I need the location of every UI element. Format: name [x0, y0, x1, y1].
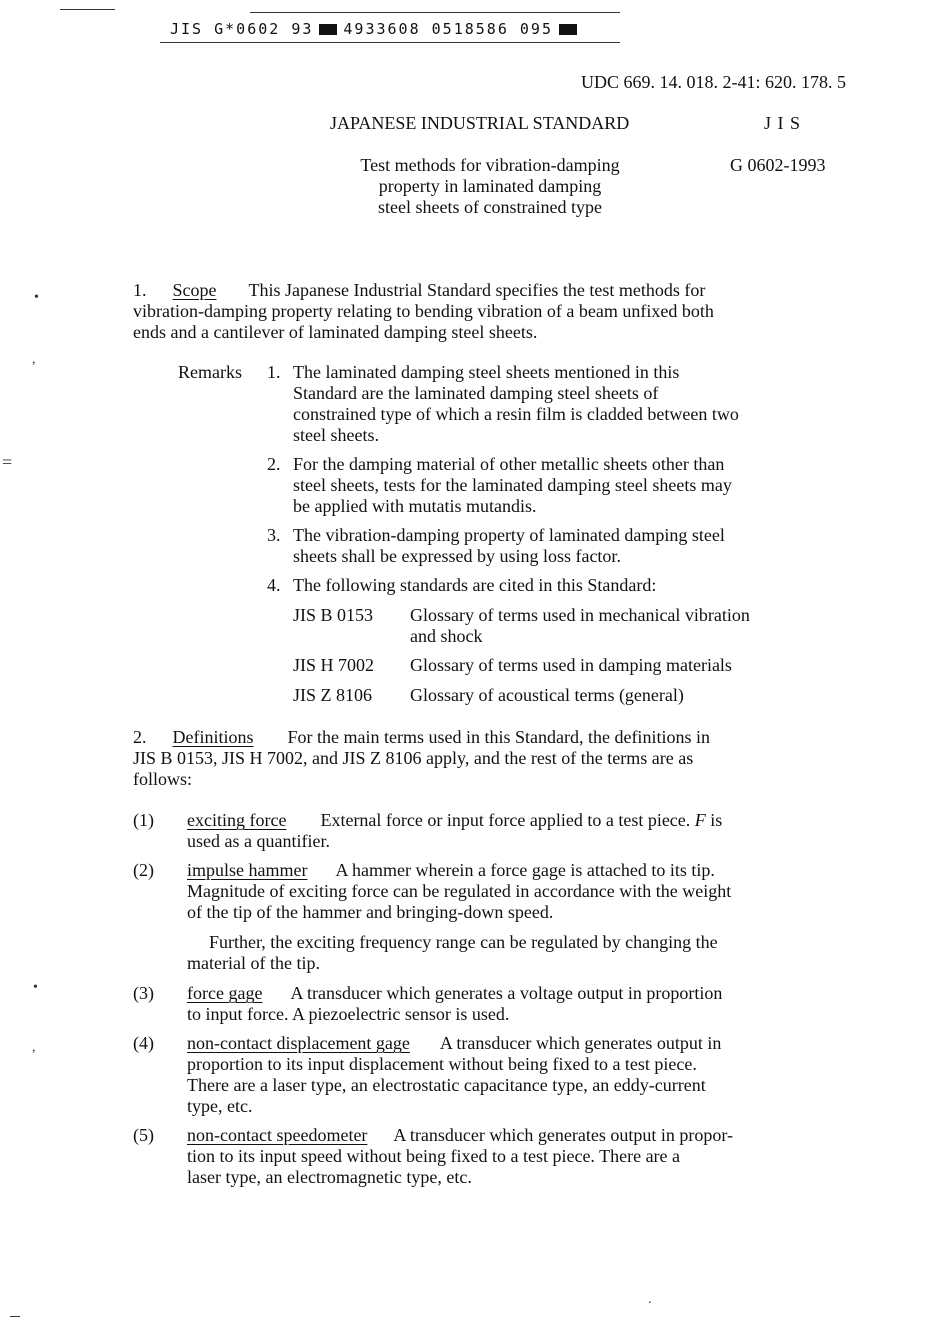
definition-first-line: [187, 983, 847, 1004]
definition-term: non-contact displacement gage: [187, 1033, 410, 1053]
section-heading: Scope: [172, 280, 217, 300]
remark-line: steel sheets, tests for the laminated damping steel sheets may: [293, 475, 732, 495]
remark-line: Standard are the laminated damping steel sheets of: [293, 383, 659, 403]
document-title: [330, 155, 650, 218]
remark-item: [293, 454, 853, 517]
definition-line: proportion to its input displacement without being fixed to a test piece.: [187, 1054, 697, 1074]
remark-number: 4.: [267, 575, 281, 595]
cited-standard-code: JIS H 7002: [293, 655, 375, 675]
force-symbol: F: [694, 810, 706, 830]
scope-first-line: [133, 280, 853, 301]
definition-number: (1): [133, 810, 154, 830]
remark-number: 1.: [267, 362, 281, 382]
standard-label: JAPANESE INDUSTRIAL STANDARD: [330, 113, 630, 133]
cited-standard-code: JIS B 0153: [293, 605, 374, 625]
jis-label: J I S: [764, 113, 802, 133]
margin-speck: •: [33, 980, 38, 995]
cited-standard-title: Glossary of acoustical terms (general): [410, 685, 684, 705]
definitions-text: JIS B 0153, JIS H 7002, and JIS Z 8106 apply, and the rest of the terms are as: [133, 748, 694, 768]
remark-line: be applied with mutatis mutandis.: [293, 496, 537, 516]
definition-term: force gage: [187, 983, 263, 1003]
definition-item: [187, 1125, 857, 1188]
definition-item: [187, 983, 847, 1025]
title-line: property in laminated damping: [378, 176, 602, 196]
definition-term: non-contact speedometer: [187, 1125, 368, 1145]
definitions-section: [133, 727, 853, 790]
header-rule-top: [250, 12, 620, 13]
scope-text: ends and a cantilever of laminated damping steel sheets.: [133, 322, 538, 342]
remark-number: 2.: [267, 454, 281, 474]
header-rule-left: [60, 9, 115, 10]
definition-text: A hammer wherein a force gage is attached to its tip.: [335, 860, 715, 880]
scope-section: [133, 280, 853, 343]
remark-item: The following standards are cited in this Standard:: [293, 575, 657, 595]
definition-first-line: [187, 1033, 857, 1054]
definition-term: impulse hammer: [187, 860, 308, 880]
definition-first-line: [187, 1125, 857, 1146]
remark-item: [293, 525, 853, 567]
standard-number: G 0602-1993: [730, 155, 826, 175]
definition-line: laser type, an electromagnetic type, etc.: [187, 1167, 472, 1187]
definition-text: A transducer which generates a voltage output in proportion: [290, 983, 723, 1003]
remark-item: [293, 362, 853, 446]
definition-text: A transducer which generates output in: [439, 1033, 722, 1053]
definition-first-line: [187, 810, 847, 831]
bottom-left-mark: [10, 1316, 20, 1317]
scope-text: vibration-damping property relating to bending vibration of a beam unfixed both: [133, 301, 714, 321]
definition-item: [187, 860, 857, 974]
section-number: 1.: [133, 280, 147, 300]
definition-line: tion to its input speed without being fixed to a test piece. There are a: [187, 1146, 681, 1166]
definition-term: exciting force: [187, 810, 287, 830]
margin-speck: •: [34, 290, 39, 305]
title-line: steel sheets of constrained type: [378, 197, 602, 217]
definition-text: is: [710, 810, 723, 830]
scope-text: This Japanese Industrial Standard specifies the test methods for: [248, 280, 706, 300]
definition-first-line: [187, 860, 857, 881]
remarks-label: Remarks: [178, 362, 242, 382]
definition-number: (5): [133, 1125, 154, 1145]
remark-line: steel sheets.: [293, 425, 379, 445]
definition-line: Further, the exciting frequency range can be regulated by changing the: [209, 932, 718, 952]
definition-line: There are a laser type, an electrostatic capacitance type, an eddy-current: [187, 1075, 706, 1095]
definitions-text: follows:: [133, 769, 193, 789]
remark-number: 3.: [267, 525, 281, 545]
header-rule-bottom: [160, 42, 620, 43]
bottom-speck: .: [648, 1292, 652, 1307]
margin-speck: ,: [32, 352, 36, 367]
batch-code: 4933608 0518586 095: [343, 20, 553, 38]
definition-text: A transducer which generates output in propor-: [393, 1125, 733, 1145]
black-block-mark: [559, 24, 577, 35]
definitions-first-line: [133, 727, 853, 748]
cited-title-line: Glossary of terms used in mechanical vibration: [410, 605, 750, 625]
definition-number: (2): [133, 860, 154, 880]
definition-line: of the tip of the hammer and bringing-down speed.: [187, 902, 554, 922]
definition-text: External force or input force applied to a test piece.: [320, 810, 691, 830]
section-number: 2.: [133, 727, 147, 747]
black-block-mark: [319, 24, 337, 35]
definition-line: Magnitude of exciting force can be regulated in accordance with the weight: [187, 881, 732, 901]
definition-number: (3): [133, 983, 154, 1003]
definition-line: used as a quantifier.: [187, 831, 330, 851]
definitions-text: For the main terms used in this Standard, the definitions in: [287, 727, 710, 747]
definition-paragraph: [187, 932, 857, 974]
document-code-strip: [170, 20, 583, 38]
cited-title-line: and shock: [410, 626, 483, 646]
cited-standard-code: JIS Z 8106: [293, 685, 373, 705]
remark-line: The vibration-damping property of laminated damping steel: [293, 525, 725, 545]
document-code: JIS G*0602 93: [170, 20, 314, 38]
section-heading: Definitions: [172, 727, 254, 747]
definition-line: type, etc.: [187, 1096, 253, 1116]
remark-line: constrained type of which a resin film is cladded between two: [293, 404, 739, 424]
definition-line: material of the tip.: [187, 953, 320, 973]
remark-line: The laminated damping steel sheets mentioned in this: [293, 362, 680, 382]
cited-standard-title: Glossary of terms used in damping materials: [410, 655, 732, 675]
definition-item: [187, 810, 847, 852]
definition-item: [187, 1033, 857, 1117]
margin-equals-mark: =: [2, 452, 13, 472]
udc-number: UDC 669. 14. 018. 2-41: 620. 178. 5: [581, 72, 846, 92]
remark-line: For the damping material of other metallic sheets other than: [293, 454, 725, 474]
cited-standard-title: [410, 605, 850, 647]
title-line: Test methods for vibration-damping: [360, 155, 620, 175]
definition-number: (4): [133, 1033, 154, 1053]
margin-speck: ,: [32, 1040, 36, 1055]
remark-line: sheets shall be expressed by using loss factor.: [293, 546, 621, 566]
definition-line: to input force. A piezoelectric sensor is used.: [187, 1004, 510, 1024]
